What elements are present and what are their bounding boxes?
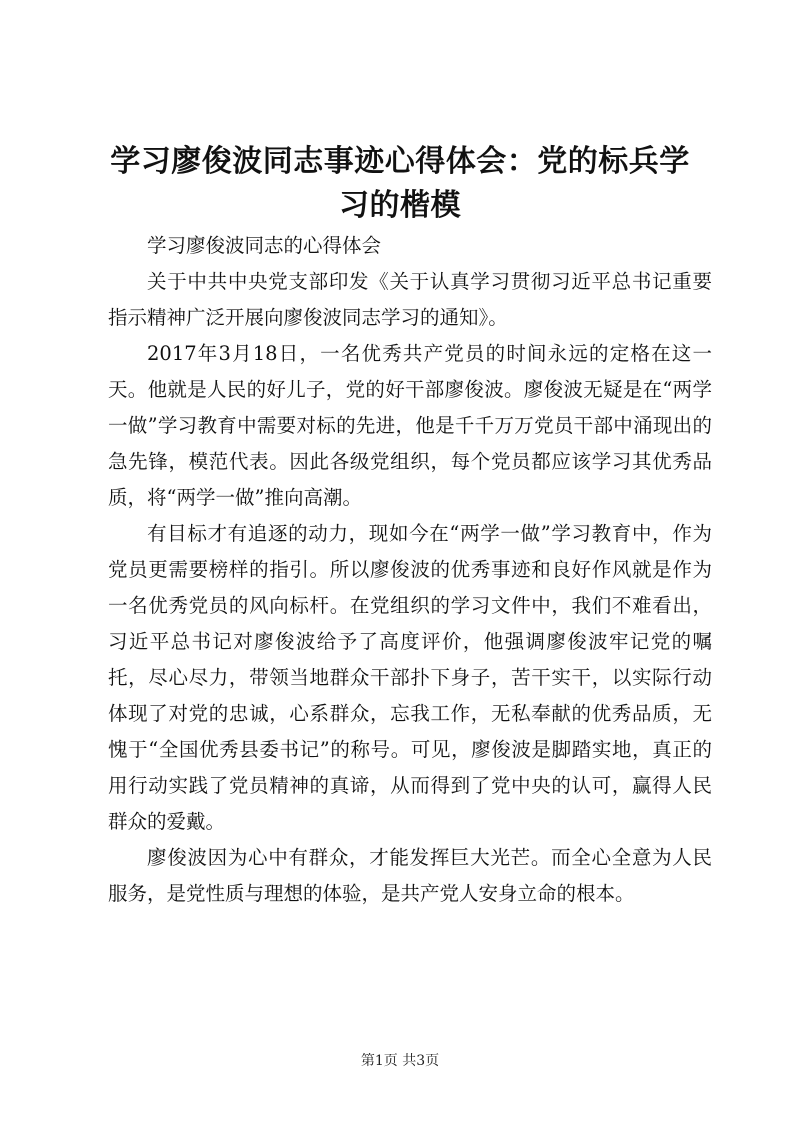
document-title: 学习廖俊波同志事迹心得体会：党的标兵学习的楷模 (110, 144, 690, 223)
body-paragraph-2: 2017年3月18日，一名优秀共产党员的时间永远的定格在这一天。他就是人民的好儿子，党的好干部廖俊波。廖俊波无疑是在“两学一做”学习教育中需要对标的先进，他是千千万万党员干部中涌现出的急先锋，模范代表。因此各级党组织，每个党员都应该学习其优秀品质，将“两学一做”推向高潮。 (108, 342, 712, 509)
body-paragraph-4: 廖俊波因为心中有群众，才能发挥巨大光芒。而全心全意为人民服务，是党性质与理想的体验，是共产党人安身立命的根本。 (108, 846, 712, 905)
page-indicator: 第1页 共3页 (360, 1053, 440, 1069)
document-subtitle: 学习廖俊波同志的心得体会 (147, 234, 382, 257)
document-body (108, 228, 712, 912)
body-paragraph-3: 有目标才有追逐的动力，现如今在“两学一做”学习教育中，作为党员更需要榜样的指引。所以廖俊波的优秀事迹和良好作风就是作为一名优秀党员的风向标杆。在党组织的学习文件中，我们不难看出，习近平总书记对廖俊波给予了高度评价，他强调廖俊波牢记党的嘱托，尽心尽力，带领当地群众干部扑下身子，苦干实干，以实际行动体现了对党的忠诚，心系群众，忘我工作，无私奉献的优秀品质，无愧于“全国优秀县委书记”的称号。可见，廖俊波是脚踏实地，真正的用行动实践了党员精神的真谛，从而得到了党中央的认可，赢得人民群众的爱戴。 (108, 522, 712, 833)
body-paragraph-1: 关于中共中央党支部印发《关于认真学习贯彻习近平总书记重要指示精神广泛开展向廖俊波同志学习的通知》。 (108, 270, 712, 329)
